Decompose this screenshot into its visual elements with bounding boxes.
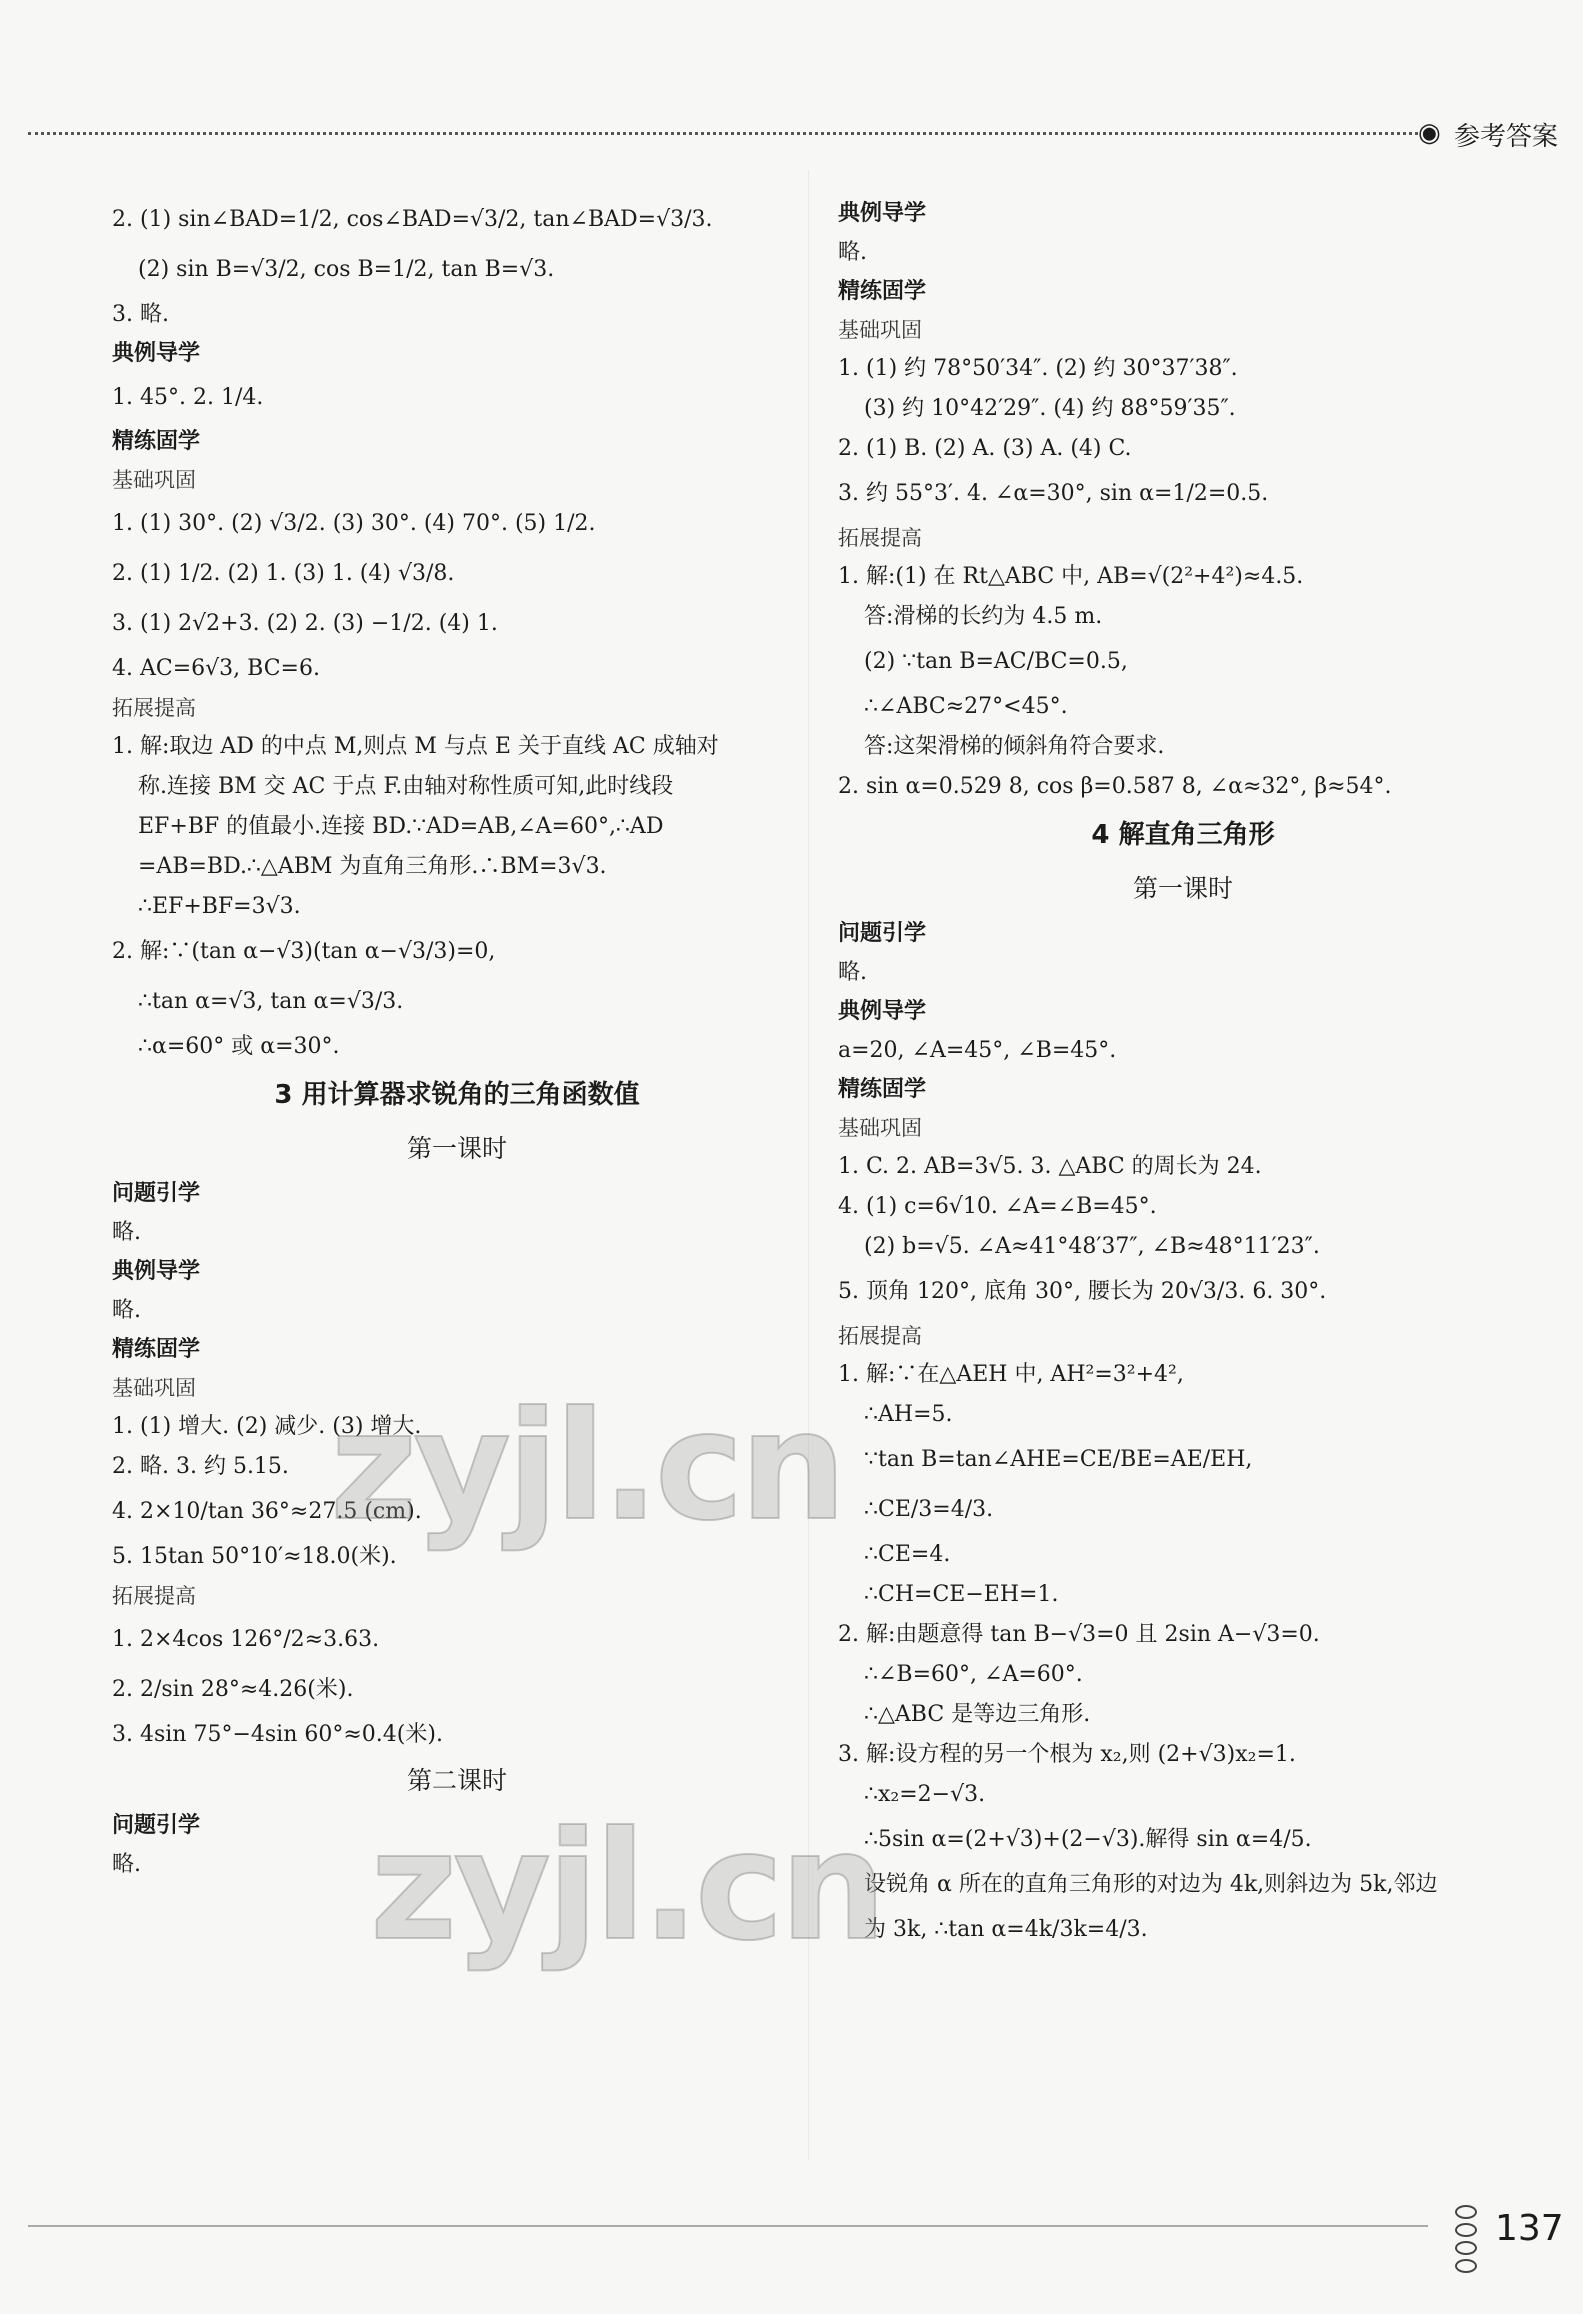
right-line: ∵tan B=tan∠AHE=CE/BE=AE/EH, xyxy=(864,1447,1253,1472)
right-line: (2) b=√5. ∠A≈41°48′37″, ∠B≈48°11′23″. xyxy=(864,1234,1320,1259)
left-line: 2. 略. 3. 约 5.15. xyxy=(112,1454,289,1479)
right-line: 答:滑梯的长约为 4.5 m. xyxy=(864,604,1103,629)
left-line: 拓展提高 xyxy=(112,696,196,720)
right-line: 设锐角 α 所在的直角三角形的对边为 4k,则斜边为 5k,邻边 xyxy=(864,1872,1438,1897)
right-line: 2. sin α=0.529 8, cos β=0.587 8, ∠α≈32°, β≈54°. xyxy=(838,774,1392,799)
left-line: 称.连接 BM 交 AC 于点 F.由轴对称性质可知,此时线段 xyxy=(138,774,674,799)
left-line: 4. 2×10/tan 36°≈27.5 (cm). xyxy=(112,1499,422,1524)
left-line: 3 用计算器求锐角的三角函数值 xyxy=(274,1080,640,1110)
left-line: 1. 解:取边 AD 的中点 M,则点 M 与点 E 关于直线 AC 成轴对 xyxy=(112,734,719,759)
left-line: 精练固学 xyxy=(112,429,201,454)
page-number: 137 xyxy=(1495,2208,1564,2249)
right-line: 4. (1) c=6√10. ∠A=∠B=45°. xyxy=(838,1194,1157,1219)
left-line: 问题引学 xyxy=(112,1181,201,1206)
right-line: 1. 解:∵在△AEH 中, AH²=3²+4², xyxy=(838,1362,1184,1387)
right-line: ∴x₂=2−√3. xyxy=(864,1782,986,1807)
left-line: ∴EF+BF=3√3. xyxy=(138,894,301,919)
left-line: 1. (1) 增大. (2) 减少. (3) 增大. xyxy=(112,1414,422,1439)
right-line: 精练固学 xyxy=(838,279,927,304)
right-column xyxy=(838,195,1528,1955)
left-line: 精练固学 xyxy=(112,1337,201,1362)
right-line: 略. xyxy=(838,960,867,985)
left-line: 略. xyxy=(112,1220,141,1245)
right-line: ∴5sin α=(2+√3)+(2−√3).解得 sin α=4/5. xyxy=(864,1827,1312,1852)
right-line: ∴△ABC 是等边三角形. xyxy=(864,1702,1091,1727)
footer-rule xyxy=(28,2225,1428,2227)
left-line: =AB=BD.∴△ABM 为直角三角形.∴BM=3√3. xyxy=(138,854,607,879)
left-line: 4. AC=6√3, BC=6. xyxy=(112,656,320,681)
left-line: (2) sin B=√3/2, cos B=1/2, tan B=√3. xyxy=(138,257,555,282)
left-line: 3. 4sin 75°−4sin 60°≈0.4(米). xyxy=(112,1722,443,1747)
right-line: 1. 解:(1) 在 Rt△ABC 中, AB=√(2²+4²)≈4.5. xyxy=(838,564,1304,589)
right-line: (2) ∵tan B=AC/BC=0.5, xyxy=(864,649,1128,674)
header-mark-icon: ◉ xyxy=(1418,118,1441,148)
left-line: 1. 45°. 2. 1/4. xyxy=(112,385,264,410)
left-line: 1. 2×4cos 126°/2≈3.63. xyxy=(112,1627,380,1652)
right-line: 拓展提高 xyxy=(838,526,922,550)
left-line: 2. (1) 1/2. (2) 1. (3) 1. (4) √3/8. xyxy=(112,561,455,586)
left-line: 基础巩固 xyxy=(112,468,196,492)
right-line: a=20, ∠A=45°, ∠B=45°. xyxy=(838,1038,1117,1063)
left-line: 2. 解:∵(tan α−√3)(tan α−√3/3)=0, xyxy=(112,939,496,964)
watermark: zyjl.cn xyxy=(330,1380,843,1554)
right-line: 2. (1) B. (2) A. (3) A. (4) C. xyxy=(838,436,1132,461)
right-line: 5. 顶角 120°, 底角 30°, 腰长为 20√3/3. 6. 30°. xyxy=(838,1279,1327,1304)
right-line: ∴CE=4. xyxy=(864,1542,951,1567)
left-line: ∴α=60° 或 α=30°. xyxy=(138,1034,340,1059)
right-line: 典例导学 xyxy=(838,201,927,226)
left-line: 拓展提高 xyxy=(112,1584,196,1608)
column-divider xyxy=(808,170,809,2160)
right-line: 第一课时 xyxy=(1132,874,1233,903)
left-line: 3. (1) 2√2+3. (2) 2. (3) −1/2. (4) 1. xyxy=(112,611,498,636)
right-line: 答:这架滑梯的倾斜角符合要求. xyxy=(864,734,1165,759)
right-line: 基础巩固 xyxy=(838,1116,922,1140)
right-line: (3) 约 10°42′29″. (4) 约 88°59′35″. xyxy=(864,396,1236,421)
right-line: 3. 约 55°3′. 4. ∠α=30°, sin α=1/2=0.5. xyxy=(838,481,1269,506)
binding-rings-icon xyxy=(1455,2205,1477,2277)
left-line: 略. xyxy=(112,1298,141,1323)
left-line: ∴tan α=√3, tan α=√3/3. xyxy=(138,989,404,1014)
left-line: 典例导学 xyxy=(112,341,201,366)
right-line: 1. C. 2. AB=3√5. 3. △ABC 的周长为 24. xyxy=(838,1154,1262,1179)
left-line: 问题引学 xyxy=(112,1813,201,1838)
right-line: ∴∠B=60°, ∠A=60°. xyxy=(864,1662,1083,1687)
right-line: ∴∠ABC≈27°<45°. xyxy=(864,694,1068,719)
right-line: 拓展提高 xyxy=(838,1324,922,1348)
left-line: 2. 2/sin 28°≈4.26(米). xyxy=(112,1677,354,1702)
left-line: 2. (1) sin∠BAD=1/2, cos∠BAD=√3/2, tan∠BAD=√3/3. xyxy=(112,207,713,232)
watermark: zyjl.cn xyxy=(370,1800,883,1974)
left-column xyxy=(112,195,802,1885)
left-line: 第一课时 xyxy=(406,1134,507,1163)
right-line: ∴CH=CE−EH=1. xyxy=(864,1582,1059,1607)
left-line: 1. (1) 30°. (2) √3/2. (3) 30°. (4) 70°. (5) 1/2. xyxy=(112,511,596,536)
right-line: 为 3k, ∴tan α=4k/3k=4/3. xyxy=(864,1917,1148,1942)
right-line: 4 解直角三角形 xyxy=(1091,820,1275,850)
header-title: 参考答案 xyxy=(1454,122,1559,152)
right-line: 基础巩固 xyxy=(838,318,922,342)
left-line: 基础巩固 xyxy=(112,1376,196,1400)
right-line: 3. 解:设方程的另一个根为 x₂,则 (2+√3)x₂=1. xyxy=(838,1742,1296,1767)
right-line: 2. 解:由题意得 tan B−√3=0 且 2sin A−√3=0. xyxy=(838,1622,1320,1647)
left-line: EF+BF 的值最小.连接 BD.∵AD=AB,∠A=60°,∴AD xyxy=(138,814,664,839)
right-line: 问题引学 xyxy=(838,921,927,946)
left-line: 略. xyxy=(112,1852,141,1877)
right-line: 精练固学 xyxy=(838,1077,927,1102)
right-line: ∴CE/3=4/3. xyxy=(864,1497,994,1522)
left-line: 5. 15tan 50°10′≈18.0(米). xyxy=(112,1544,397,1569)
header-rule xyxy=(28,132,1418,135)
right-line: 略. xyxy=(838,240,867,265)
right-line: 1. (1) 约 78°50′34″. (2) 约 30°37′38″. xyxy=(838,356,1238,381)
right-line: 典例导学 xyxy=(838,999,927,1024)
right-line: ∴AH=5. xyxy=(864,1402,953,1427)
left-line: 典例导学 xyxy=(112,1259,201,1284)
left-line: 第二课时 xyxy=(406,1766,507,1795)
left-line: 3. 略. xyxy=(112,302,169,327)
